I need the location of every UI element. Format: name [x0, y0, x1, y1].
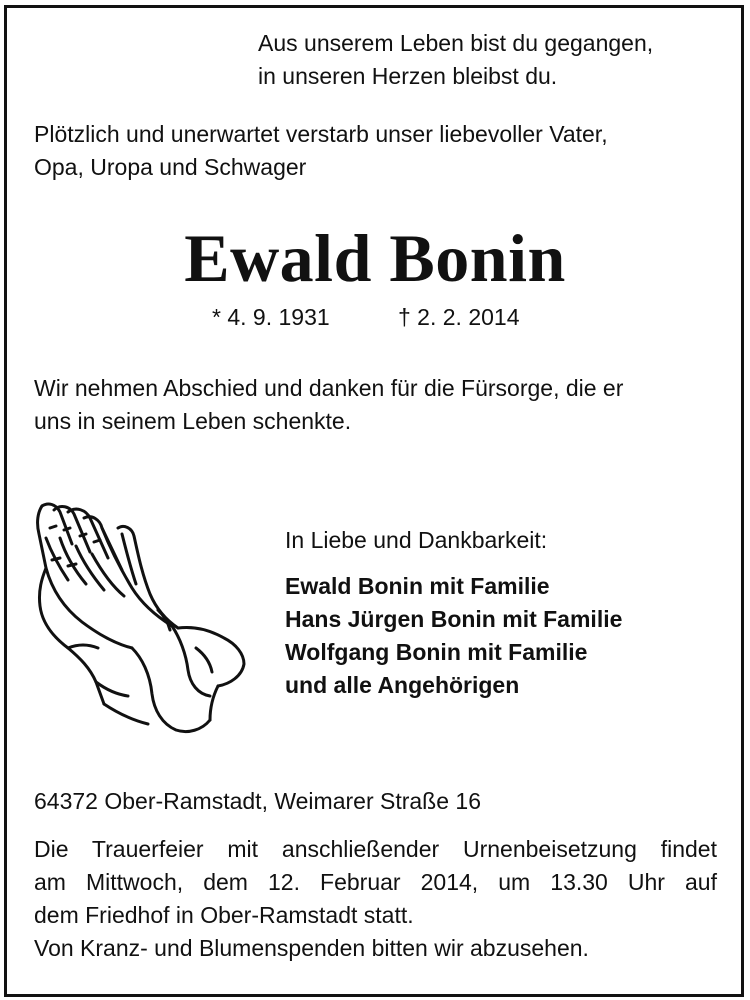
- mourner-name: Wolfgang Bonin mit Familie: [285, 639, 588, 665]
- ceremony-line-2: am Mittwoch, dem 12. Februar 2014, um 13.30 Uhr auf: [34, 869, 717, 895]
- family-address: 64372 Ober-Ramstadt, Weimarer Straße 16: [34, 788, 481, 814]
- praying-hands-icon: [32, 498, 250, 738]
- farewell-line-1: Wir nehmen Abschied und danken für die Fürsorge, die er: [34, 375, 624, 401]
- ceremony-line-1: Die Trauerfeier mit anschließender Urnenbeisetzung findet: [34, 836, 717, 862]
- mourner-name: Ewald Bonin mit Familie: [285, 573, 550, 599]
- birth-date: * 4. 9. 1931: [212, 304, 330, 330]
- mourners-list: [285, 570, 622, 702]
- announcement-line-1: Plötzlich und unerwartet verstarb unser liebevoller Vater,: [34, 121, 608, 147]
- deceased-name: Ewald Bonin: [184, 220, 566, 296]
- poem-line-1: Aus unserem Leben bist du gegangen,: [258, 30, 654, 56]
- poem-line-2: in unseren Herzen bleibst du.: [258, 63, 558, 89]
- ceremony-line-3: dem Friedhof in Ober-Ramstadt statt.: [34, 902, 414, 928]
- farewell-text: [34, 372, 717, 438]
- ceremony-details: [34, 833, 717, 965]
- poem-verse: [258, 27, 728, 93]
- death-announcement: [34, 118, 717, 184]
- farewell-line-2: uns in seinem Leben schenkte.: [34, 408, 352, 434]
- mourners-heading: In Liebe und Dankbarkeit:: [285, 527, 548, 553]
- death-date: † 2. 2. 2014: [398, 304, 520, 330]
- ceremony-line-4: Von Kranz- und Blumenspenden bitten wir abzusehen.: [34, 935, 589, 961]
- mourner-name: und alle Angehörigen: [285, 672, 520, 698]
- announcement-line-2: Opa, Uropa und Schwager: [34, 154, 307, 180]
- mourner-name: Hans Jürgen Bonin mit Familie: [285, 606, 623, 632]
